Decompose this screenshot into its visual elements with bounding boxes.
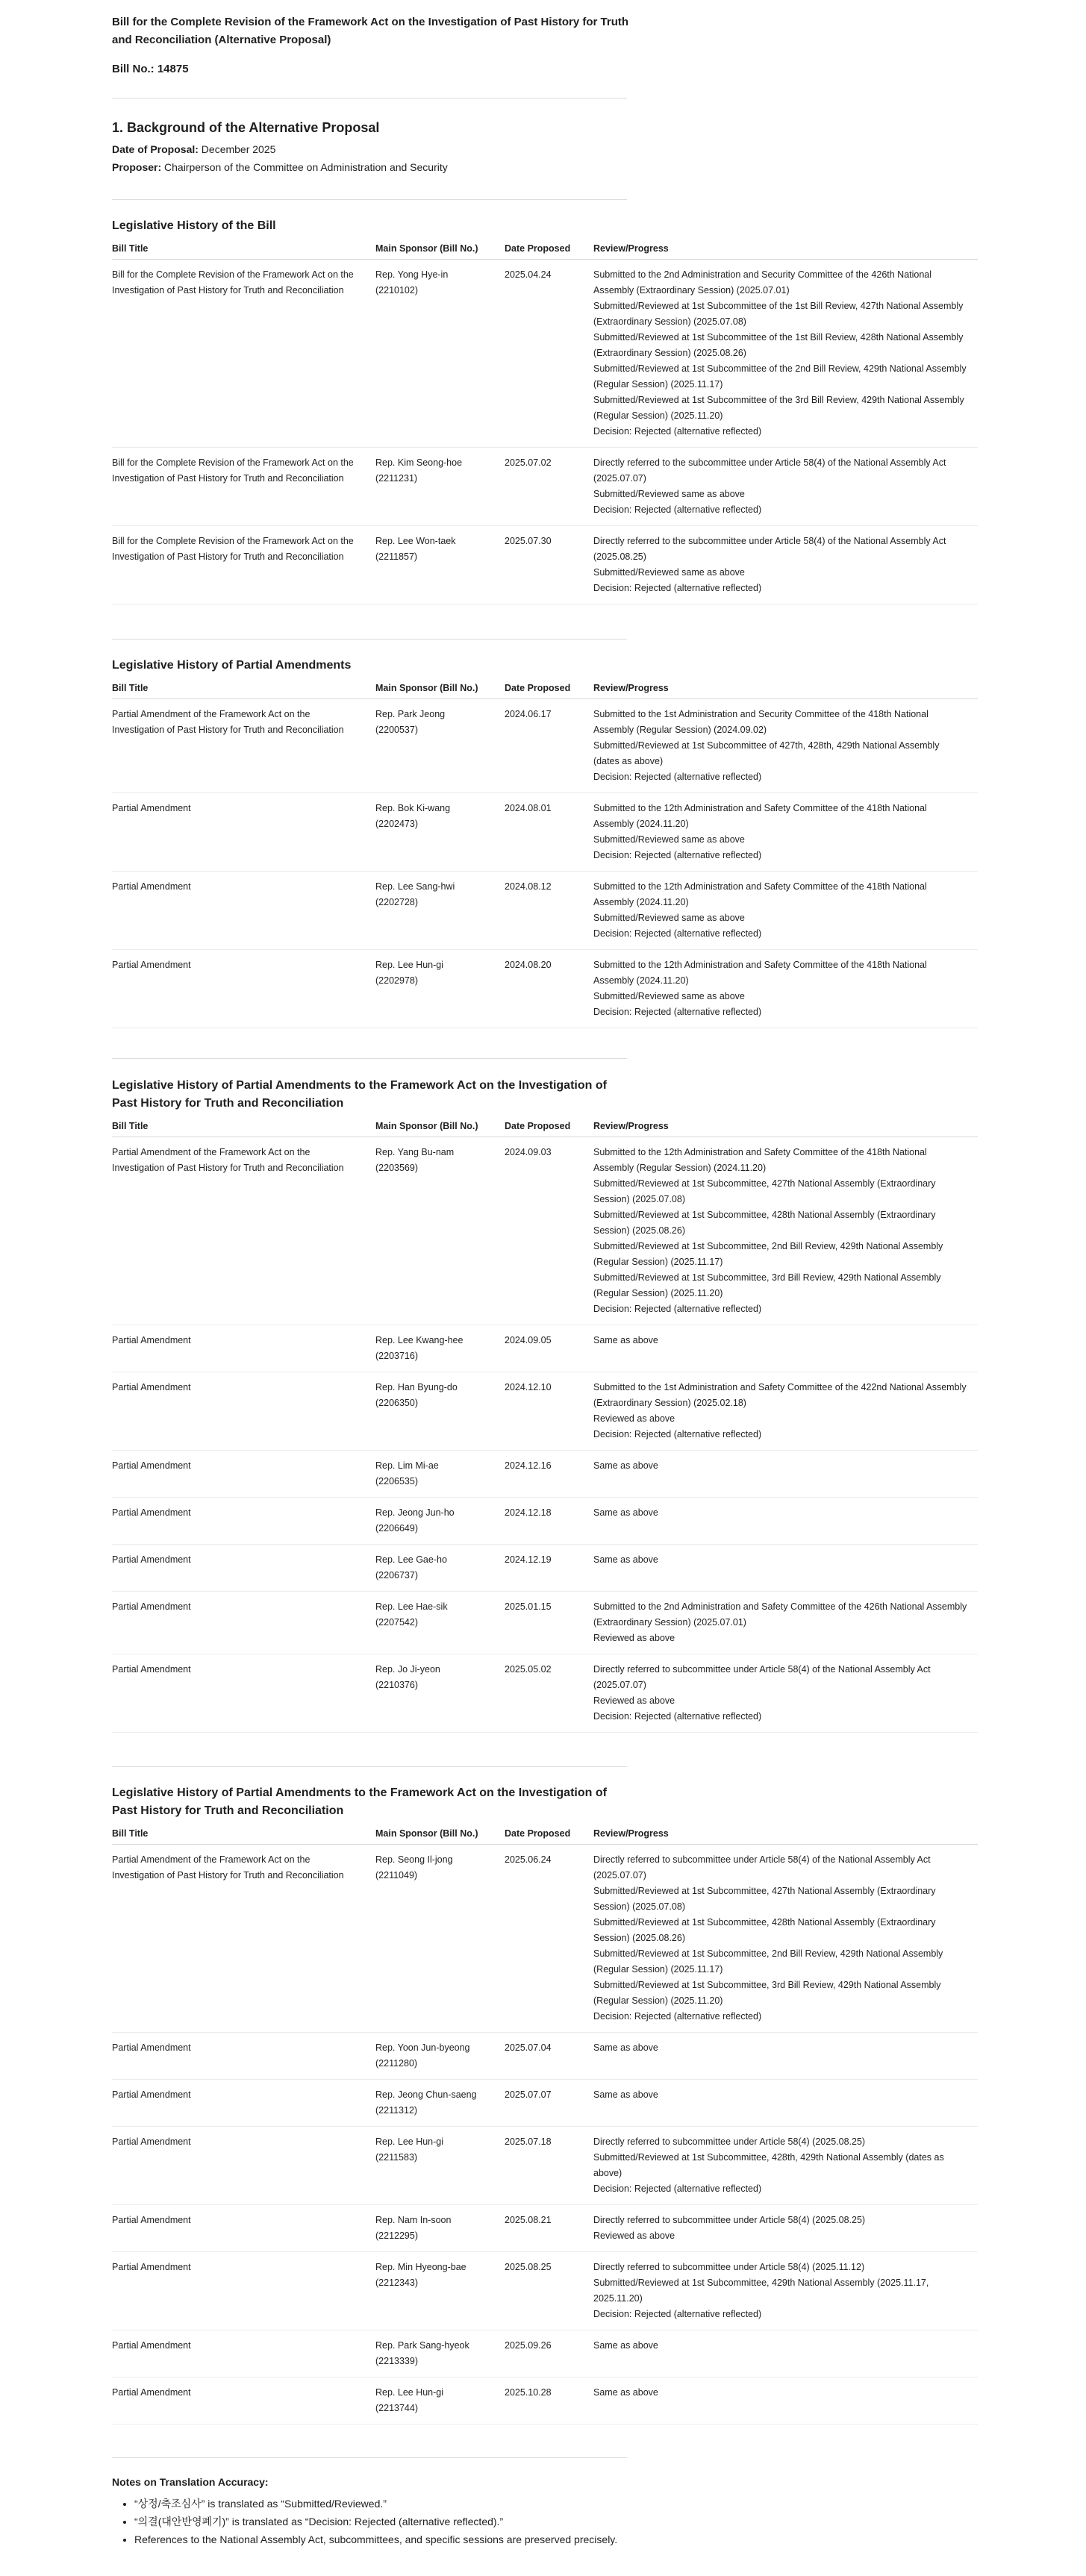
- progress-cell: [593, 448, 978, 526]
- progress-cell: [593, 2378, 978, 2425]
- date-cell: 2024.06.17: [505, 699, 593, 793]
- column-header-main-sponsor: Main Sponsor (Bill No.): [375, 1117, 505, 1137]
- bill-title-cell: Partial Amendment: [112, 2080, 375, 2127]
- progress-line: Submitted/Reviewed same as above: [593, 913, 745, 923]
- progress-cell: [593, 1372, 978, 1451]
- progress-cell: [593, 793, 978, 872]
- table-row: [112, 950, 978, 1028]
- column-header-date-proposed: Date Proposed: [505, 1825, 593, 1845]
- sponsor-bill-number: (2206535): [375, 1476, 418, 1486]
- progress-cell: [593, 1654, 978, 1733]
- sponsor-cell: [375, 1325, 505, 1372]
- progress-cell: [593, 1451, 978, 1498]
- sponsor-bill-number: (2211049): [375, 1870, 418, 1881]
- bill-title-cell: Partial Amendment: [112, 2205, 375, 2252]
- table-row: [112, 1592, 978, 1654]
- sponsor-name: Rep. Yang Bu-nam: [375, 1147, 455, 1157]
- date-label: Date of Proposal:: [112, 143, 199, 155]
- divider: [112, 1766, 627, 1767]
- bill-title-cell: Partial Amendment: [112, 2033, 375, 2080]
- progress-line: Decision: Rejected (alternative reflected): [593, 2309, 762, 2319]
- table-row: [112, 793, 978, 872]
- progress-cell: [593, 260, 978, 448]
- table-row: [112, 2330, 978, 2378]
- progress-line: Submitted/Reviewed same as above: [593, 489, 745, 499]
- progress-line: Decision: Rejected (alternative reflected): [593, 504, 762, 515]
- date-cell: 2024.08.20: [505, 950, 593, 1028]
- column-header-main-sponsor: Main Sponsor (Bill No.): [375, 240, 505, 260]
- date-cell: 2025.04.24: [505, 260, 593, 448]
- progress-line: Directly referred to subcommittee under Article 58(4) (2025.08.25): [593, 2215, 866, 2225]
- sponsor-name: Rep. Yong Hye-in: [375, 269, 449, 280]
- progress-line: Directly referred to the subcommittee under Article 58(4) of the National Assembly Act (2025.07.07): [593, 457, 946, 484]
- progress-line: Submitted to the 12th Administration and Safety Committee of the 418th National Assembly (2024.11.20): [593, 960, 927, 986]
- bill-title-cell: Partial Amendment: [112, 2378, 375, 2425]
- bill-title-cell: Partial Amendment: [112, 793, 375, 872]
- progress-cell: [593, 950, 978, 1028]
- sponsor-bill-number: (2212343): [375, 2278, 418, 2288]
- table-row: [112, 872, 978, 950]
- progress-cell: [593, 2033, 978, 2080]
- bill-title-cell: Partial Amendment: [112, 2330, 375, 2378]
- date-cell: 2025.05.02: [505, 1654, 593, 1733]
- progress-line: Same as above: [593, 1554, 658, 1565]
- table-row: [112, 2080, 978, 2127]
- progress-line: Same as above: [593, 1507, 658, 1518]
- column-header-review-progress: Review/Progress: [593, 1117, 978, 1137]
- progress-line: Submitted to the 2nd Administration and Safety Committee of the 426th National Assembly (Extraordinary Session) (2025.07.01): [593, 1601, 967, 1628]
- sponsor-name: Rep. Yoon Jun-byeong: [375, 2042, 470, 2053]
- sponsor-name: Rep. Seong Il-jong: [375, 1854, 453, 1865]
- table-row: [112, 1372, 978, 1451]
- date-cell: 2025.09.26: [505, 2330, 593, 2378]
- sponsor-bill-number: (2213744): [375, 2403, 418, 2413]
- sponsor-name: Rep. Park Sang-hyeok: [375, 2340, 469, 2351]
- sponsor-cell: [375, 1654, 505, 1733]
- progress-line: Submitted/Reviewed at 1st Subcommittee of 427th, 428th, 429th National Assembly (dates as above): [593, 740, 940, 766]
- sponsor-cell: [375, 2252, 505, 2330]
- date-cell: 2024.08.01: [505, 793, 593, 872]
- sponsor-cell: [375, 448, 505, 526]
- sponsor-cell: [375, 2127, 505, 2205]
- progress-line: Same as above: [593, 1335, 658, 1345]
- sponsor-name: Rep. Lee Hun-gi: [375, 2136, 444, 2147]
- history-section: [112, 1077, 978, 1733]
- sponsor-bill-number: (2210376): [375, 1680, 418, 1690]
- bill-title-cell: Bill for the Complete Revision of the Framework Act on the Investigation of Past History for Truth and Reconciliation: [112, 448, 375, 526]
- column-header-date-proposed: Date Proposed: [505, 1117, 593, 1137]
- progress-cell: [593, 2080, 978, 2127]
- history-table: [112, 240, 978, 604]
- bill-title-cell: Partial Amendment: [112, 1372, 375, 1451]
- progress-line: Decision: Rejected (alternative reflected): [593, 2183, 762, 2194]
- background-section: [112, 118, 448, 176]
- sponsor-bill-number: (2206737): [375, 1570, 418, 1581]
- history-section: [112, 657, 978, 1028]
- document-title: Bill for the Complete Revision of the Framework Act on the Investigation of Past History for Truth and Reconciliation (Alternative Proposal): [112, 16, 629, 46]
- sponsor-cell: [375, 2330, 505, 2378]
- sponsor-name: Rep. Jo Ji-yeon: [375, 1664, 440, 1675]
- progress-line: Submitted to the 12th Administration and Safety Committee of the 418th National Assembly (2024.11.20): [593, 803, 927, 829]
- history-section: [112, 217, 978, 604]
- table-row: [112, 1545, 978, 1592]
- sponsor-bill-number: (2207542): [375, 1617, 418, 1628]
- progress-line: Decision: Rejected (alternative reflected): [593, 2011, 762, 2022]
- table-header-row: [112, 1825, 978, 1845]
- bill-title-cell: Partial Amendment: [112, 1498, 375, 1545]
- progress-line: Same as above: [593, 1460, 658, 1471]
- proposer-value: Chairperson of the Committee on Administration and Security: [164, 161, 448, 173]
- bill-title-cell: Partial Amendment: [112, 1325, 375, 1372]
- bill-title-cell: Partial Amendment: [112, 2252, 375, 2330]
- progress-line: Decision: Rejected (alternative reflected): [593, 928, 762, 939]
- bill-title-cell: Partial Amendment: [112, 950, 375, 1028]
- sponsor-name: Rep. Lee Gae-ho: [375, 1554, 447, 1565]
- sponsor-bill-number: (2206649): [375, 1523, 418, 1534]
- sponsor-name: Rep. Lee Hun-gi: [375, 2387, 444, 2398]
- progress-line: Directly referred to subcommittee under Article 58(4) of the National Assembly Act (2025.07.07): [593, 1664, 931, 1690]
- note-item: • “상정/축조심사” is translated as “Submitted/Reviewed.”: [134, 2495, 627, 2513]
- bill-number-label: Bill No.:: [112, 63, 155, 75]
- progress-line: Decision: Rejected (alternative reflected): [593, 426, 762, 437]
- divider: [112, 98, 627, 99]
- sponsor-bill-number: (2206350): [375, 1398, 418, 1408]
- date-cell: 2024.12.18: [505, 1498, 593, 1545]
- sponsor-bill-number: (2211231): [375, 473, 418, 484]
- column-header-review-progress: Review/Progress: [593, 1825, 978, 1845]
- sponsor-bill-number: (2202728): [375, 897, 418, 907]
- sponsor-cell: [375, 793, 505, 872]
- progress-cell: [593, 2252, 978, 2330]
- table-row: [112, 526, 978, 604]
- note-item: • “의결(대안반영폐기)” is translated as “Decision: Rejected (alternative reflected).”: [134, 2513, 627, 2530]
- sponsor-name: Rep. Lee Kwang-hee: [375, 1335, 464, 1345]
- history-section: [112, 1784, 978, 2425]
- sponsor-name: Rep. Lee Hae-sik: [375, 1601, 448, 1612]
- table-row: [112, 1325, 978, 1372]
- progress-line: Submitted/Reviewed same as above: [593, 567, 745, 578]
- progress-line: Submitted to the 12th Administration and Safety Committee of the 418th National Assembly (2024.11.20): [593, 881, 927, 907]
- sponsor-cell: [375, 2080, 505, 2127]
- sponsor-bill-number: (2212295): [375, 2230, 418, 2241]
- table-row: [112, 448, 978, 526]
- date-cell: 2025.07.04: [505, 2033, 593, 2080]
- date-cell: 2025.08.25: [505, 2252, 593, 2330]
- table-row: [112, 699, 978, 793]
- progress-line: Same as above: [593, 2042, 658, 2053]
- date-cell: 2025.01.15: [505, 1592, 593, 1654]
- date-cell: 2024.12.16: [505, 1451, 593, 1498]
- bill-title-cell: Partial Amendment: [112, 872, 375, 950]
- progress-cell: [593, 2205, 978, 2252]
- sponsor-cell: [375, 1451, 505, 1498]
- table-row: [112, 1137, 978, 1325]
- sponsor-bill-number: (2210102): [375, 285, 418, 296]
- progress-cell: [593, 2127, 978, 2205]
- table-row: [112, 2033, 978, 2080]
- table-header-row: [112, 679, 978, 699]
- sponsor-cell: [375, 950, 505, 1028]
- table-row: [112, 2378, 978, 2425]
- sponsor-cell: [375, 2033, 505, 2080]
- column-header-bill-title: Bill Title: [112, 1117, 375, 1137]
- sponsor-cell: [375, 1845, 505, 2033]
- progress-line: Reviewed as above: [593, 2230, 675, 2241]
- table-row: [112, 1498, 978, 1545]
- date-of-proposal: [112, 140, 448, 158]
- sponsor-cell: [375, 1592, 505, 1654]
- sponsor-bill-number: (2211857): [375, 551, 418, 562]
- sponsor-bill-number: (2200537): [375, 725, 418, 735]
- date-cell: 2025.10.28: [505, 2378, 593, 2425]
- sponsor-name: Rep. Bok Ki-wang: [375, 803, 451, 813]
- sponsor-bill-number: (2203569): [375, 1163, 418, 1173]
- progress-cell: [593, 526, 978, 604]
- divider: [112, 2457, 627, 2458]
- history-table: [112, 1825, 978, 2425]
- progress-line: Directly referred to subcommittee under Article 58(4) (2025.11.12): [593, 2262, 865, 2272]
- table-row: [112, 2252, 978, 2330]
- progress-line: Submitted/Reviewed at 1st Subcommittee, 2nd Bill Review, 429th National Assembly (Regular Session) (2025.11.17): [593, 1241, 943, 1267]
- sponsor-cell: [375, 872, 505, 950]
- table-row: [112, 2205, 978, 2252]
- column-header-bill-title: Bill Title: [112, 679, 375, 699]
- sponsor-name: Rep. Kim Seong-hoe: [375, 457, 463, 468]
- progress-line: Decision: Rejected (alternative reflected): [593, 1304, 762, 1314]
- date-cell: 2024.12.10: [505, 1372, 593, 1451]
- column-header-bill-title: Bill Title: [112, 240, 375, 260]
- bill-title-cell: Partial Amendment: [112, 1545, 375, 1592]
- bill-title-cell: Partial Amendment of the Framework Act on the Investigation of Past History for Truth and Reconciliation: [112, 1137, 375, 1325]
- progress-line: Submitted/Reviewed at 1st Subcommittee of the 2nd Bill Review, 429th National Assembly (Regular Session) (2025.11.17): [593, 363, 967, 390]
- progress-line: Reviewed as above: [593, 1633, 675, 1643]
- progress-line: Decision: Rejected (alternative reflected): [593, 1711, 762, 1722]
- progress-line: Submitted/Reviewed at 1st Subcommittee, 428th, 429th National Assembly (dates as above): [593, 2152, 944, 2178]
- progress-line: Submitted/Reviewed same as above: [593, 834, 745, 845]
- bill-title-cell: Partial Amendment: [112, 1592, 375, 1654]
- notes-list: [112, 2495, 627, 2548]
- bill-title-cell: Partial Amendment: [112, 1654, 375, 1733]
- progress-line: Decision: Rejected (alternative reflected): [593, 1429, 762, 1439]
- table-header-row: [112, 240, 978, 260]
- sponsor-name: Rep. Lim Mi-ae: [375, 1460, 439, 1471]
- table-row: [112, 2127, 978, 2205]
- column-header-review-progress: Review/Progress: [593, 240, 978, 260]
- section-title: Legislative History of Partial Amendments to the Framework Act on the Investigation of Past History for Truth and Reconciliation: [112, 1079, 607, 1110]
- column-header-review-progress: Review/Progress: [593, 679, 978, 699]
- date-cell: 2025.07.07: [505, 2080, 593, 2127]
- table-row: [112, 260, 978, 448]
- sponsor-bill-number: (2211312): [375, 2105, 418, 2116]
- sponsor-cell: [375, 2205, 505, 2252]
- date-cell: 2024.12.19: [505, 1545, 593, 1592]
- sponsor-name: Rep. Park Jeong: [375, 709, 446, 719]
- sponsor-name: Rep. Nam In-soon: [375, 2215, 452, 2225]
- sponsor-cell: [375, 1545, 505, 1592]
- progress-line: Submitted/Reviewed at 1st Subcommittee, 428th National Assembly (Extraordinary Session) (2025.08.26): [593, 1210, 936, 1236]
- date-cell: 2024.09.05: [505, 1325, 593, 1372]
- sponsor-name: Rep. Lee Hun-gi: [375, 960, 444, 970]
- divider: [112, 1058, 627, 1059]
- bill-title-cell: Bill for the Complete Revision of the Framework Act on the Investigation of Past History for Truth and Reconciliation: [112, 526, 375, 604]
- sponsor-name: Rep. Min Hyeong-bae: [375, 2262, 466, 2272]
- background-heading: 1. Background of the Alternative Proposal: [112, 120, 380, 135]
- sponsor-name: Rep. Lee Sang-hwi: [375, 881, 455, 892]
- progress-line: Submitted/Reviewed at 1st Subcommittee, 427th National Assembly (Extraordinary Session) (2025.07.08): [593, 1178, 936, 1204]
- progress-line: Submitted to the 12th Administration and Safety Committee of the 418th National Assembly (Regular Session) (2024.11.20): [593, 1147, 927, 1173]
- date-cell: 2025.07.30: [505, 526, 593, 604]
- progress-cell: [593, 2330, 978, 2378]
- progress-line: Decision: Rejected (alternative reflected): [593, 772, 762, 782]
- date-cell: 2025.08.21: [505, 2205, 593, 2252]
- progress-cell: [593, 1845, 978, 2033]
- sponsor-bill-number: (2213339): [375, 2356, 418, 2366]
- progress-line: Submitted/Reviewed at 1st Subcommittee, 3rd Bill Review, 429th National Assembly (Regular Session) (2025.11.20): [593, 1272, 941, 1298]
- progress-line: Decision: Rejected (alternative reflected): [593, 850, 762, 860]
- section-title: Legislative History of the Bill: [112, 219, 276, 232]
- date-cell: 2025.07.02: [505, 448, 593, 526]
- bill-title-cell: Partial Amendment: [112, 2127, 375, 2205]
- history-table: [112, 1117, 978, 1733]
- progress-cell: [593, 699, 978, 793]
- progress-cell: [593, 1592, 978, 1654]
- progress-line: Same as above: [593, 2089, 658, 2100]
- sponsor-cell: [375, 1372, 505, 1451]
- date-cell: 2024.09.03: [505, 1137, 593, 1325]
- progress-cell: [593, 1498, 978, 1545]
- bill-title-cell: Bill for the Complete Revision of the Framework Act on the Investigation of Past History for Truth and Reconciliation: [112, 260, 375, 448]
- bill-title-cell: Partial Amendment of the Framework Act on the Investigation of Past History for Truth and Reconciliation: [112, 1845, 375, 2033]
- progress-line: Submitted/Reviewed at 1st Subcommittee, 429th National Assembly (2025.11.17, 2025.11.20): [593, 2278, 929, 2304]
- progress-line: Submitted to the 2nd Administration and Security Committee of the 426th National Assembly (Extraordinary Session) (2025.07.01): [593, 269, 932, 296]
- progress-cell: [593, 872, 978, 950]
- sponsor-cell: [375, 1137, 505, 1325]
- sponsor-name: Rep. Jeong Chun-saeng: [375, 2089, 477, 2100]
- progress-line: Same as above: [593, 2387, 658, 2398]
- progress-line: Submitted/Reviewed at 1st Subcommittee, 3rd Bill Review, 429th National Assembly (Regular Session) (2025.11.20): [593, 1980, 941, 2006]
- progress-cell: [593, 1137, 978, 1325]
- progress-cell: [593, 1545, 978, 1592]
- table-row: [112, 1654, 978, 1733]
- progress-line: Submitted/Reviewed at 1st Subcommittee, 427th National Assembly (Extraordinary Session) (2025.07.08): [593, 1886, 936, 1912]
- sponsor-name: Rep. Jeong Jun-ho: [375, 1507, 455, 1518]
- progress-line: Submitted/Reviewed at 1st Subcommittee of the 3rd Bill Review, 429th National Assembly (Regular Session) (2025.11.20): [593, 395, 964, 421]
- progress-line: Submitted to the 1st Administration and Security Committee of the 418th National Assembly (Regular Session) (2024.09.02): [593, 709, 929, 735]
- progress-line: Reviewed as above: [593, 1695, 675, 1706]
- sponsor-cell: [375, 526, 505, 604]
- progress-cell: [593, 1325, 978, 1372]
- sponsor-bill-number: (2202473): [375, 819, 418, 829]
- progress-line: Submitted/Reviewed at 1st Subcommittee, 428th National Assembly (Extraordinary Session) (2025.08.26): [593, 1917, 936, 1943]
- table-header-row: [112, 1117, 978, 1137]
- divider: [112, 639, 627, 640]
- column-header-main-sponsor: Main Sponsor (Bill No.): [375, 1825, 505, 1845]
- date-value: December 2025: [201, 143, 276, 155]
- notes-title: Notes on Translation Accuracy:: [112, 2476, 269, 2488]
- sponsor-cell: [375, 699, 505, 793]
- sponsor-cell: [375, 2378, 505, 2425]
- history-table: [112, 679, 978, 1028]
- progress-line: Directly referred to subcommittee under Article 58(4) of the National Assembly Act (2025.07.07): [593, 1854, 931, 1881]
- progress-line: Decision: Rejected (alternative reflected): [593, 583, 762, 593]
- date-cell: 2024.08.12: [505, 872, 593, 950]
- proposer-label: Proposer:: [112, 161, 162, 173]
- sponsor-name: Rep. Lee Won-taek: [375, 536, 456, 546]
- bill-title-cell: Partial Amendment of the Framework Act on the Investigation of Past History for Truth and Reconciliation: [112, 699, 375, 793]
- progress-line: Submitted/Reviewed same as above: [593, 991, 745, 1001]
- note-item: • References to the National Assembly Act, subcommittees, and specific sessions are preserved precisely.: [134, 2530, 627, 2548]
- date-cell: 2025.06.24: [505, 1845, 593, 2033]
- column-header-bill-title: Bill Title: [112, 1825, 375, 1845]
- bill-title-cell: Partial Amendment: [112, 1451, 375, 1498]
- column-header-date-proposed: Date Proposed: [505, 240, 593, 260]
- table-row: [112, 1845, 978, 2033]
- progress-line: Directly referred to subcommittee under Article 58(4) (2025.08.25): [593, 2136, 866, 2147]
- sponsor-name: Rep. Han Byung-do: [375, 1382, 458, 1392]
- sponsor-cell: [375, 1498, 505, 1545]
- progress-line: Same as above: [593, 2340, 658, 2351]
- progress-line: Decision: Rejected (alternative reflected): [593, 1007, 762, 1017]
- translation-notes: [112, 2474, 627, 2548]
- progress-line: Reviewed as above: [593, 1413, 675, 1424]
- progress-line: Submitted/Reviewed at 1st Subcommittee of the 1st Bill Review, 427th National Assembly (Extraordinary Session) (2025.07.08): [593, 301, 964, 327]
- divider: [112, 199, 627, 200]
- bill-number-value: 14875: [157, 63, 189, 75]
- progress-line: Directly referred to the subcommittee under Article 58(4) of the National Assembly Act (2025.08.25): [593, 536, 946, 562]
- sponsor-bill-number: (2202978): [375, 975, 418, 986]
- sponsor-bill-number: (2203716): [375, 1351, 418, 1361]
- progress-line: Submitted/Reviewed at 1st Subcommittee of the 1st Bill Review, 428th National Assembly (Extraordinary Session) (2025.08.26): [593, 332, 964, 358]
- sponsor-bill-number: (2211583): [375, 2152, 418, 2163]
- proposer: [112, 158, 448, 176]
- section-title: Legislative History of Partial Amendments: [112, 659, 352, 672]
- date-cell: 2025.07.18: [505, 2127, 593, 2205]
- bill-number: [112, 61, 634, 78]
- column-header-date-proposed: Date Proposed: [505, 679, 593, 699]
- sponsor-cell: [375, 260, 505, 448]
- sponsor-bill-number: (2211280): [375, 2058, 418, 2069]
- column-header-main-sponsor: Main Sponsor (Bill No.): [375, 679, 505, 699]
- progress-line: Submitted to the 1st Administration and Safety Committee of the 422nd National Assembly (Extraordinary Session) (2025.02.18): [593, 1382, 967, 1408]
- section-title: Legislative History of Partial Amendments to the Framework Act on the Investigation of Past History for Truth and Reconciliation: [112, 1786, 607, 1817]
- progress-line: Submitted/Reviewed at 1st Subcommittee, 2nd Bill Review, 429th National Assembly (Regular Session) (2025.11.17): [593, 1948, 943, 1975]
- table-row: [112, 1451, 978, 1498]
